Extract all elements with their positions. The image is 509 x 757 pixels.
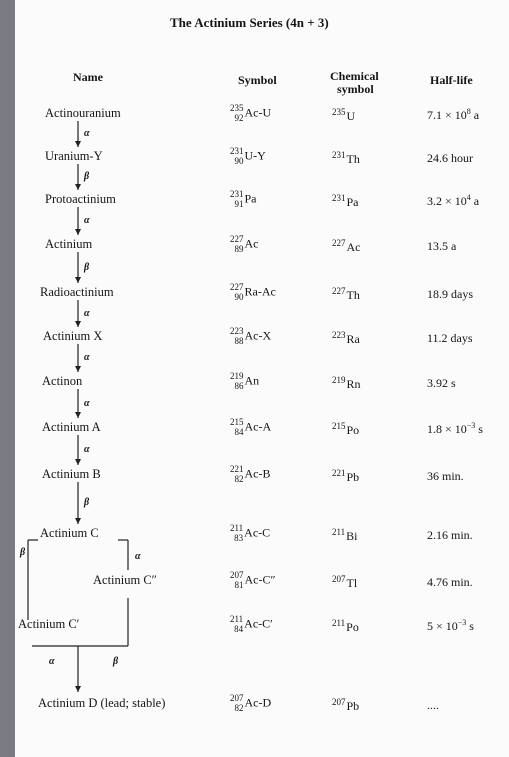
chem-mass: 231	[332, 150, 346, 160]
atomic-number: 84	[234, 624, 244, 634]
arrow-head	[75, 321, 81, 327]
branch-label-c-to-cpp: α	[135, 551, 141, 562]
symbol-label: Ac	[244, 236, 259, 251]
half-life	[427, 330, 473, 346]
half-life	[427, 107, 479, 123]
nuclide-name: Actinium C	[40, 526, 99, 540]
atomic-number: 86	[234, 381, 244, 391]
chemical-symbol	[332, 193, 359, 210]
chem-element: Po	[346, 620, 359, 634]
arrow-head	[75, 459, 81, 465]
chemical-symbol	[332, 618, 359, 635]
nuclide-symbol	[230, 189, 257, 209]
header-chemical-symbol: symbol	[337, 82, 374, 96]
chemical-symbol	[332, 375, 361, 392]
arrow-head	[75, 141, 81, 147]
mass-number: 227	[230, 234, 244, 244]
decay-label: α	[84, 215, 90, 226]
nuclide-name: Actinium A	[42, 420, 101, 434]
nuclide-name: Actinium	[45, 237, 93, 251]
nuclide-name: Actinouranium	[45, 106, 121, 120]
half-life	[427, 574, 473, 590]
half-life-value: 36 min.	[427, 469, 464, 483]
half-life	[427, 375, 456, 391]
atomic-number: 88	[234, 336, 244, 346]
chemical-symbol	[332, 238, 361, 255]
decay-label: α	[84, 307, 90, 319]
half-life	[427, 527, 473, 543]
arrow-head	[75, 686, 81, 692]
half-life	[427, 150, 473, 166]
chem-mass: 223	[332, 330, 346, 340]
mass-number: 215	[230, 417, 244, 427]
mass-number: 231	[230, 146, 244, 156]
mass-number: 223	[230, 326, 244, 336]
half-life-value: 1.8 × 10	[427, 422, 467, 436]
symbol-label: Ra-Ac	[244, 284, 276, 299]
decay-label: β	[84, 497, 90, 508]
half-life-value: 3.2 × 10	[427, 194, 467, 208]
half-life-exponent: −3	[457, 618, 467, 627]
nuclide-name: Uranium-Y	[45, 149, 103, 163]
half-life-unit: a	[470, 194, 480, 208]
atomic-number: 82	[234, 703, 244, 713]
chem-mass: 227	[332, 238, 346, 248]
atomic-number: 89	[234, 244, 244, 254]
decay-label: α	[84, 444, 90, 455]
half-life-value: 13.5 a	[427, 239, 457, 253]
nuclide-name: Actinium X	[43, 329, 103, 343]
nuclide-name: Protoactinium	[45, 192, 116, 206]
half-life-value: 11.2 days	[427, 331, 473, 345]
half-life	[427, 697, 439, 713]
chem-mass: 231	[332, 193, 346, 203]
nuclide-symbol	[230, 234, 259, 254]
chem-element: Ra	[346, 332, 360, 346]
chem-mass: 211	[332, 618, 346, 628]
nuclide-name: Actinium C″	[93, 573, 157, 587]
page-title: The Actinium Series (4n + 3)	[170, 15, 329, 30]
mass-number: 235	[230, 103, 244, 113]
decay-label: α	[84, 352, 90, 363]
mass-number: 227	[230, 282, 244, 292]
half-life-value: 4.76 min.	[427, 575, 473, 589]
nuclide-name: Actinium D (lead; stable)	[38, 696, 166, 710]
chem-mass: 211	[332, 527, 346, 537]
atomic-number: 81	[234, 580, 244, 590]
mass-number: 207	[230, 693, 244, 703]
symbol-label: Ac-A	[244, 419, 272, 434]
chem-element: Th	[346, 288, 360, 302]
half-life-value: 3.92 s	[427, 376, 456, 390]
arrow-head	[75, 366, 81, 372]
chemical-symbol	[332, 421, 359, 438]
nuclide-symbol	[230, 464, 271, 484]
header-half-life: Half-life	[430, 73, 473, 87]
mass-number: 211	[230, 523, 244, 533]
decay-label: β	[84, 261, 90, 273]
symbol-label: Pa	[244, 191, 257, 206]
decay-label: β	[84, 171, 90, 182]
branch-label-cpp-to-d: β	[113, 656, 119, 667]
atomic-number: 90	[234, 156, 244, 166]
half-life-exponent: −3	[466, 421, 476, 430]
chemical-symbol	[332, 150, 360, 167]
atomic-number: 91	[234, 199, 244, 209]
atomic-number: 83	[234, 533, 244, 543]
chem-mass: 227	[332, 286, 346, 296]
chem-element: Tl	[346, 576, 358, 590]
chem-mass: 207	[332, 574, 346, 584]
mass-number: 221	[230, 464, 244, 474]
chem-element: U	[346, 109, 356, 123]
header-name: Name	[73, 70, 103, 84]
symbol-label: Ac-C′	[244, 616, 273, 631]
header-symbol: Symbol	[238, 73, 277, 87]
decay-label: α	[84, 128, 90, 139]
chem-mass: 219	[332, 375, 346, 385]
chem-element: Pa	[346, 195, 359, 209]
branch-label-cp-to-d: α	[49, 656, 55, 667]
half-life	[427, 421, 483, 437]
mass-number: 207	[230, 570, 244, 580]
symbol-label: Ac-U	[244, 105, 272, 120]
chem-element: Pb	[346, 699, 360, 713]
chem-element: Ac	[346, 240, 361, 254]
mass-number: 231	[230, 189, 244, 199]
arrow-head	[75, 412, 81, 418]
half-life-value: ....	[427, 698, 439, 712]
atomic-number: 92	[234, 113, 244, 123]
half-life-unit: s	[475, 422, 483, 436]
symbol-label: Ac-X	[244, 328, 272, 343]
chem-element: Bi	[346, 529, 358, 543]
arrow-head	[75, 277, 81, 283]
chem-element: Rn	[346, 377, 361, 391]
chem-mass: 221	[332, 468, 346, 478]
nuclide-symbol	[230, 417, 271, 437]
half-life-value: 7.1 × 10	[427, 108, 467, 122]
nuclide-symbol	[230, 614, 273, 634]
decay-label: α	[84, 397, 90, 409]
nuclide-symbol	[230, 326, 271, 346]
half-life	[427, 193, 479, 209]
chemical-symbol	[332, 697, 359, 714]
arrow-head	[75, 518, 81, 524]
symbol-label: Ac-C″	[244, 572, 276, 587]
mass-number: 219	[230, 371, 244, 381]
half-life	[427, 238, 456, 254]
nuclide-symbol	[230, 146, 266, 166]
chem-element: Po	[346, 423, 360, 437]
half-life-value: 24.6 hour	[427, 151, 473, 165]
chemical-symbol	[332, 107, 355, 124]
chem-mass: 235	[332, 107, 346, 117]
half-life	[427, 468, 464, 484]
nuclide-name: Actinon	[42, 374, 83, 388]
nuclide-symbol	[230, 693, 271, 713]
symbol-label: Ac-B	[244, 466, 271, 481]
chem-mass: 215	[332, 421, 346, 431]
half-life	[427, 286, 473, 302]
arrow-head	[75, 229, 81, 235]
chemical-symbol	[332, 574, 357, 591]
chemical-symbol	[332, 527, 358, 544]
half-life-value: 5 × 10	[427, 619, 458, 633]
half-life-unit: s	[466, 619, 474, 633]
atomic-number: 90	[234, 292, 244, 302]
half-life	[427, 618, 474, 634]
half-life-value: 18.9 days	[427, 287, 473, 301]
atomic-number: 84	[234, 427, 244, 437]
half-life-exponent: 8	[466, 107, 471, 116]
arrow-head	[75, 184, 81, 190]
chem-element: Th	[346, 152, 360, 166]
nuclide-symbol	[230, 570, 276, 590]
chemical-symbol	[332, 468, 359, 485]
symbol-label: Ac-D	[244, 695, 272, 710]
nuclide-symbol	[230, 103, 271, 123]
chemical-symbol	[332, 330, 360, 347]
nuclide-name: Actinium B	[42, 467, 101, 481]
chem-mass: 207	[332, 697, 346, 707]
half-life-exponent: 4	[466, 193, 471, 202]
header-chemical: Chemical	[330, 69, 379, 83]
nuclide-name: Radioactinium	[40, 285, 114, 299]
nuclide-symbol	[230, 523, 270, 543]
symbol-label: Ac-C	[244, 525, 271, 540]
mass-number: 211	[230, 614, 244, 624]
nuclide-name: Actinium C′	[18, 617, 80, 631]
symbol-label: U-Y	[244, 148, 266, 163]
atomic-number: 82	[234, 474, 244, 484]
chem-element: Pb	[346, 470, 360, 484]
symbol-label: An	[244, 373, 260, 388]
nuclide-symbol	[230, 282, 276, 302]
chemical-symbol	[332, 286, 360, 303]
half-life-value: 2.16 min.	[427, 528, 473, 542]
half-life-unit: a	[470, 108, 480, 122]
branch-label-c-to-cp: β	[20, 547, 26, 558]
nuclide-symbol	[230, 371, 259, 391]
